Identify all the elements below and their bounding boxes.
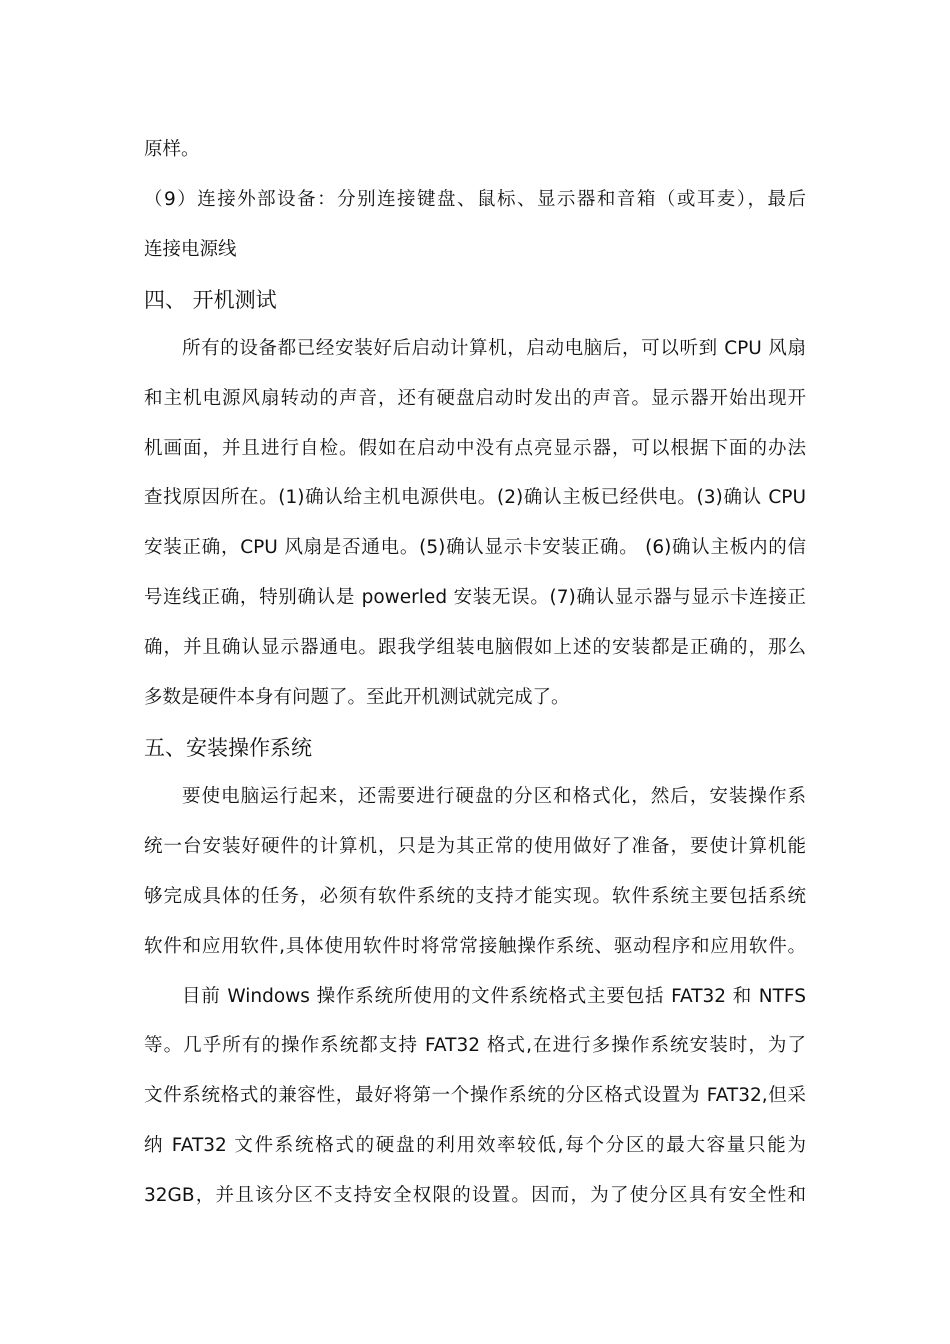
paragraph-line: 连接电源线	[144, 239, 237, 260]
paragraph-line: 原样。	[144, 139, 200, 160]
paragraph-line: 32GB，并且该分区不支持安全权限的设置。因而，为了使分区具有安全性和	[144, 1185, 806, 1206]
paragraph-line: （9）连接外部设备：分别连接键盘、鼠标、显示器和音箱（或耳麦），最后	[144, 189, 806, 210]
paragraph-line: 纳 FAT32 文件系统格式的硬盘的利用效率较低,每个分区的最大容量只能为	[144, 1135, 806, 1156]
paragraph-line: 文件系统格式的兼容性，最好将第一个操作系统的分区格式设置为 FAT32,但采	[144, 1085, 806, 1106]
paragraph-line: 等。几乎所有的操作系统都支持 FAT32 格式,在进行多操作系统安装时，为了	[144, 1035, 806, 1056]
paragraph-line: 多数是硬件本身有问题了。至此开机测试就完成了。	[144, 687, 570, 708]
paragraph-line: 机画面，并且进行自检。假如在启动中没有点亮显示器，可以根据下面的办法	[144, 438, 806, 459]
section-heading: 五、安装操作系统	[144, 736, 312, 760]
paragraph-line: 软件和应用软件,具体使用软件时将常常接触操作系统、驱动程序和应用软件。	[144, 936, 806, 957]
paragraph-line: 和主机电源风扇转动的声音，还有硬盘启动时发出的声音。显示器开始出现开	[144, 388, 806, 409]
paragraph-line: 号连线正确，特别确认是 powerled 安装无误。(7)确认显示器与显示卡连接正	[144, 587, 806, 608]
paragraph-line: 目前 Windows 操作系统所使用的文件系统格式主要包括 FAT32 和 NTFS	[182, 986, 806, 1007]
paragraph-line: 所有的设备都已经安装好后启动计算机，启动电脑后，可以听到 CPU 风扇	[182, 338, 806, 359]
paragraph-line: 查找原因所在。(1)确认给主机电源供电。(2)确认主板已经供电。(3)确认 CPU	[144, 487, 806, 508]
paragraph-line: 要使电脑运行起来，还需要进行硬盘的分区和格式化，然后，安装操作系	[182, 786, 806, 807]
paragraph-line: 确，并且确认显示器通电。跟我学组装电脑假如上述的安装都是正确的，那么	[144, 637, 806, 658]
paragraph-line: 安装正确，CPU 风扇是否通电。(5)确认显示卡安装正确。 (6)确认主板内的信	[144, 537, 806, 558]
paragraph-line: 够完成具体的任务，必须有软件系统的支持才能实现。软件系统主要包括系统	[144, 886, 806, 907]
section-heading: 四、 开机测试	[144, 288, 277, 312]
paragraph-line: 统一台安装好硬件的计算机，只是为其正常的使用做好了准备，要使计算机能	[144, 836, 806, 857]
